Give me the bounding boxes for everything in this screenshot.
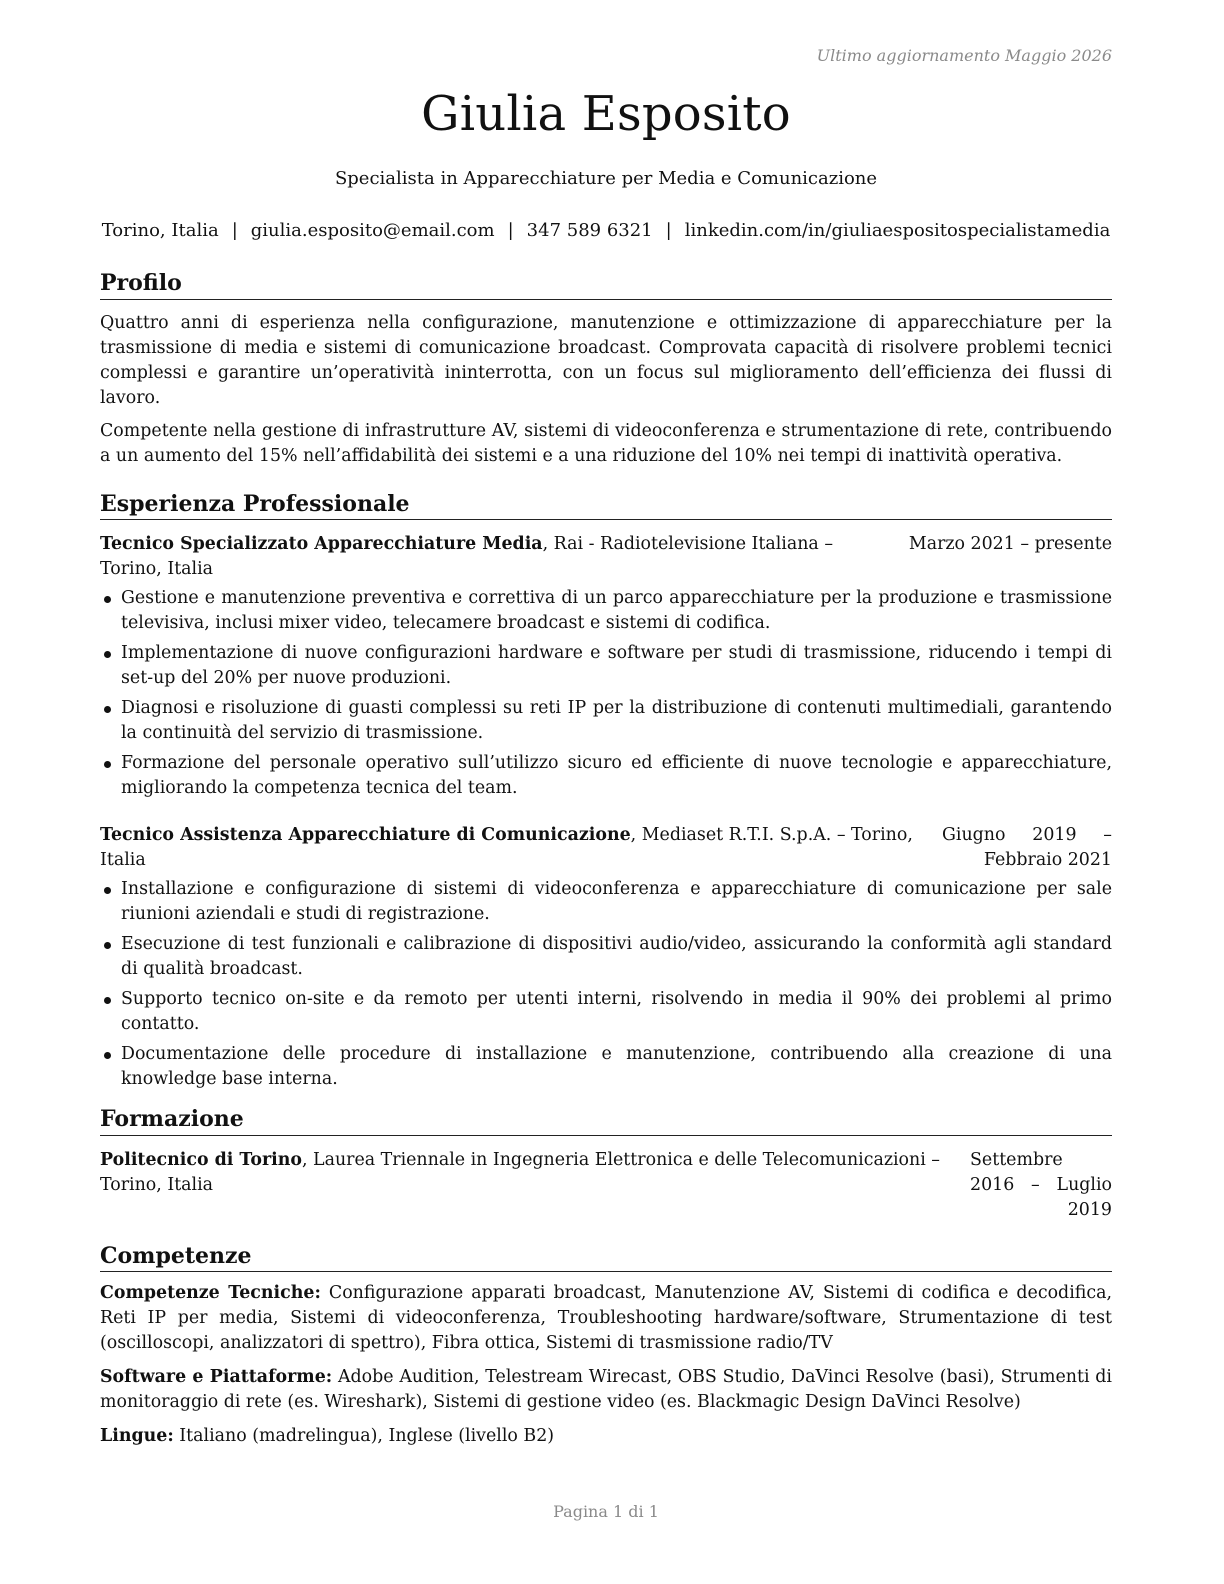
job-title: Specialista in Apparecchiature per Media e Comunicazione	[334, 168, 878, 189]
job-entry	[100, 823, 1112, 1092]
job-role: Tecnico Specializzato Apparecchiature Media	[100, 534, 543, 554]
section-heading-education: Formazione	[100, 1106, 1112, 1136]
job-role: Tecnico Assistenza Apparecchiature di Comunicazione	[100, 825, 631, 845]
list-item: Diagnosi e risoluzione di guasti complessi su reti IP per la distribuzione di contenuti multimediali, garantendo la continuità del servizio di trasmissione.	[100, 696, 1112, 746]
job-header	[100, 532, 1112, 582]
contact-phone[interactable]: 347 589 6321	[526, 220, 653, 241]
job-header	[100, 823, 1112, 873]
section-heading-skills: Competenze	[100, 1243, 1112, 1273]
job-bullets	[100, 877, 1112, 1092]
skill-label: Lingue:	[100, 1426, 174, 1446]
contact-separator: |	[231, 220, 238, 241]
contact-linkedin[interactable]: linkedin.com/in/giuliaespositospecialistamedia	[684, 220, 1111, 241]
resume-content	[100, 270, 1112, 1461]
education-degree: , Laurea Triennale in Ingegneria Elettronica e delle Telecomunicazioni – Torino, Italia	[100, 1149, 940, 1195]
skill-group	[100, 1365, 1112, 1415]
job-dates: Giugno 2019 – Febbraio 2021	[942, 825, 1112, 870]
job-company: , Mediaset R.T.I. S.p.A. – Torino, Italia	[100, 825, 913, 870]
last-updated: Ultimo aggiornamento Maggio 2026	[816, 46, 1112, 65]
education-header	[100, 1148, 1112, 1223]
list-item: Supporto tecnico on-site e da remoto per utenti interni, risolvendo in media il 90% dei problemi al primo contatto.	[100, 987, 1112, 1037]
section-heading-profile: Profilo	[100, 270, 1112, 300]
list-item: Formazione del personale operativo sull’utilizzo sicuro ed efficiente di nuove tecnologie e apparecchiature, migliorando la competenza tecnica del team.	[100, 751, 1112, 801]
education-school: Politecnico di Torino	[100, 1149, 302, 1170]
experience-section	[100, 491, 1112, 1093]
skill-text: Italiano (madrelingua), Inglese (livello B2)	[173, 1426, 555, 1446]
education-entry	[100, 1148, 1112, 1223]
skill-label: Software e Piattaforme:	[100, 1367, 333, 1387]
list-item: Gestione e manutenzione preventiva e correttiva di un parco apparecchiature per la produzione e trasmissione televisiva, inclusi mixer video, telecamere broadcast e sistemi di codifica.	[100, 586, 1112, 636]
skills-section	[100, 1243, 1112, 1450]
job-bullets	[100, 586, 1112, 801]
contact-separator: |	[507, 220, 514, 241]
job-dates: Marzo 2021 – presente	[908, 534, 1112, 554]
list-item: Implementazione di nuove configurazioni hardware e software per studi di trasmissione, riducendo i tempi di set-up del 20% per nuove produzioni.	[100, 641, 1112, 691]
profile-section	[100, 270, 1112, 469]
contact-email[interactable]: giulia.esposito@email.com	[250, 220, 495, 241]
education-section	[100, 1106, 1112, 1223]
education-dates: Settembre 2016 – Luglio 2019	[970, 1149, 1112, 1220]
contact-line	[86, 220, 1126, 241]
job-company: , Rai - Radiotelevisione Italiana – Torino, Italia	[100, 534, 834, 579]
list-item: Esecuzione di test funzionali e calibrazione di dispositivi audio/video, assicurando la conformità agli standard di qualità broadcast.	[100, 932, 1112, 982]
skill-group	[100, 1281, 1112, 1356]
profile-paragraph: Competente nella gestione di infrastrutture AV, sistemi di videoconferenza e strumentazione di rete, contribuendo a un aumento del 15% nell’affidabilità dei sistemi e a una riduzione del 10% nei tempi di inattività operativa.	[100, 420, 1112, 466]
skill-group	[100, 1424, 1112, 1449]
section-heading-experience: Esperienza Professionale	[100, 491, 1112, 521]
skill-text: Adobe Audition, Telestream Wirecast, OBS Studio, DaVinci Resolve (basi), Strumenti di monitoraggio di rete (es. Wireshark), Sistemi di gestione video (es. Blackmagic Design DaVinci Resolve)	[100, 1367, 1112, 1412]
skill-label: Competenze Tecniche:	[100, 1283, 321, 1303]
list-item: Documentazione delle procedure di installazione e manutenzione, contribuendo alla creazione di una knowledge base interna.	[100, 1042, 1112, 1092]
job-entry	[100, 532, 1112, 801]
candidate-name: Giulia Esposito	[421, 86, 791, 142]
resume-page	[100, 0, 1112, 1584]
page-number: Pagina 1 di 1	[553, 1502, 659, 1521]
profile-paragraph: Quattro anni di esperienza nella configurazione, manutenzione e ottimizzazione di apparecchiature per la trasmissione di media e sistemi di comunicazione broadcast. Comprovata capacità di risolvere problemi tecnici complessi e garantire un’operatività ininterrotta, con un focus sul miglioramento dell’efficienza dei flussi di lavoro.	[100, 312, 1112, 408]
skill-text: Configurazione apparati broadcast, Manutenzione AV, Sistemi di codifica e decodifica, Reti IP per media, Sistemi di videoconferenza, Troubleshooting hardware/software, Strumentazione di test (oscilloscopi, analizzatori di spettro), Fibra ottica, Sistemi di trasmissione radio/TV	[100, 1283, 1112, 1353]
list-item: Installazione e configurazione di sistemi di videoconferenza e apparecchiature di comunicazione per sale riunioni aziendali e studi di registrazione.	[100, 877, 1112, 927]
contact-location: Torino, Italia	[101, 220, 219, 241]
contact-separator: |	[665, 220, 672, 241]
